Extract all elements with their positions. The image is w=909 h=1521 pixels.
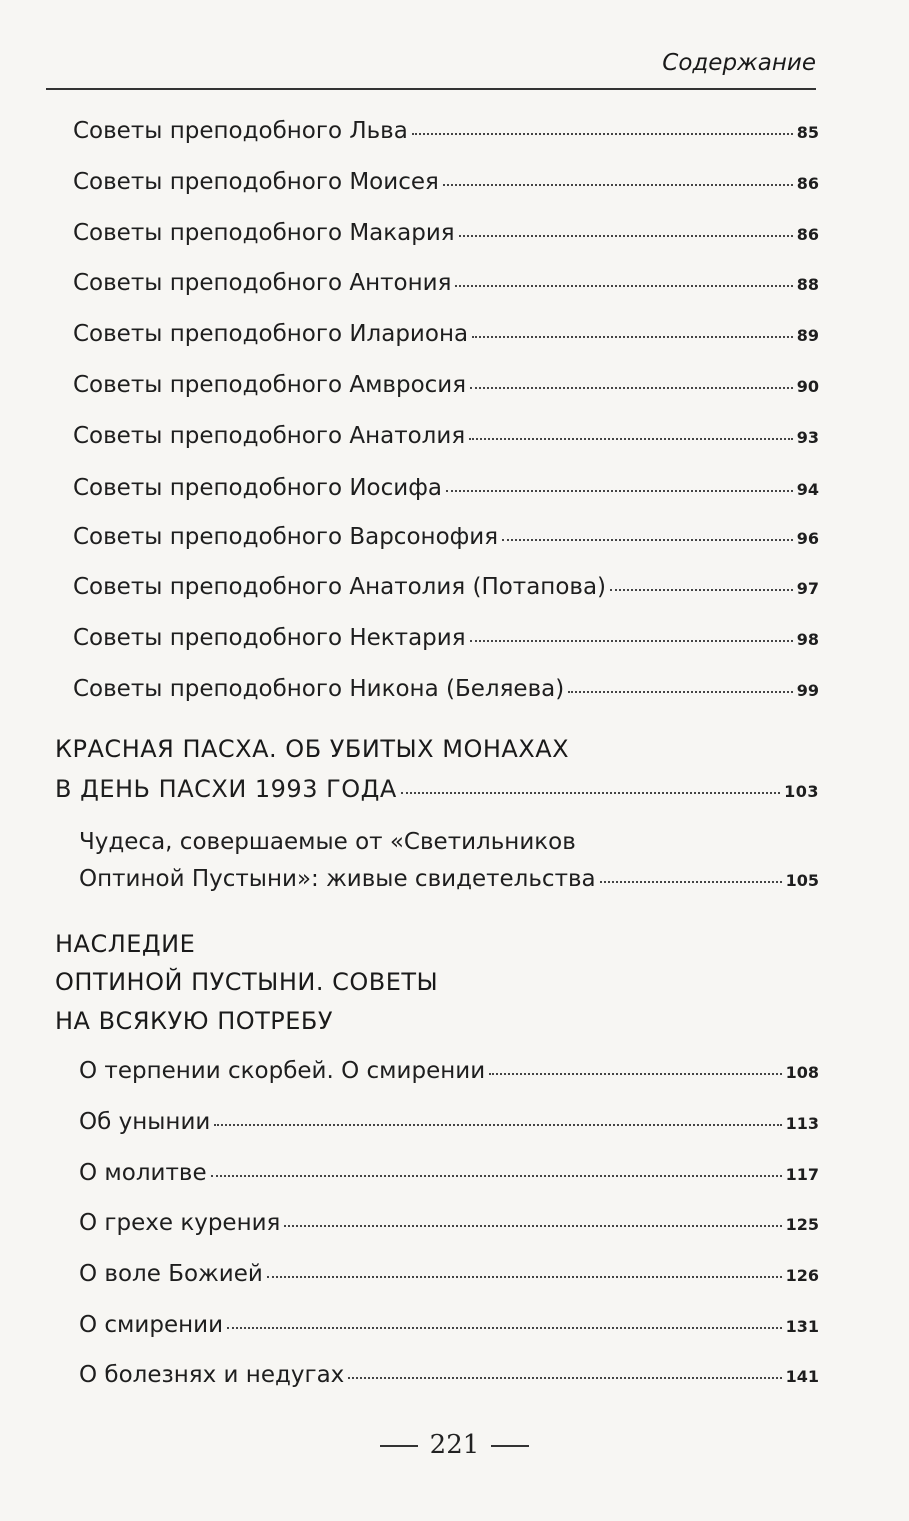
toc-entry: [79, 1261, 819, 1287]
toc-entry-page: 93: [796, 428, 819, 447]
section-heading: НАСЛЕДИЕ: [55, 930, 196, 958]
toc-entry-label: О болезнях и недугах: [79, 1362, 345, 1388]
dot-leader: [600, 881, 782, 883]
toc-entry-label: Советы преподобного Анатолия: [73, 423, 466, 449]
toc-entry-page: 96: [796, 529, 819, 548]
toc-entry-page: 126: [785, 1266, 819, 1285]
toc-entry: [73, 220, 819, 246]
toc-entry: [73, 321, 819, 347]
page-number: 221: [429, 1430, 480, 1460]
dot-leader: [211, 1175, 782, 1177]
dot-leader: [455, 285, 792, 287]
toc-entry-page: 97: [796, 579, 819, 598]
toc-entry: [79, 1109, 819, 1135]
header-rule: [46, 88, 816, 90]
toc-entry-page: 88: [796, 275, 819, 294]
toc-entry-label: Об унынии: [79, 1109, 211, 1135]
toc-entry-label: Советы преподобного Варсонофия: [73, 524, 499, 550]
running-header-title: Содержание: [662, 50, 816, 76]
toc-entry-label: Оптиной Пустыни»: живые свидетельства: [79, 866, 596, 892]
toc-entry: [79, 866, 819, 892]
section-heading: В ДЕНЬ ПАСХИ 1993 ГОДА: [55, 775, 397, 803]
toc-entry-page: 90: [796, 377, 819, 396]
toc-entry: [73, 169, 819, 195]
dot-leader: [348, 1377, 781, 1379]
toc-entry: [79, 1312, 819, 1338]
toc-entry: [73, 475, 819, 501]
dot-leader: [267, 1276, 782, 1278]
dot-leader: [284, 1225, 781, 1227]
dot-leader: [489, 1073, 781, 1075]
toc-entry-label: Советы преподобного Антония: [73, 270, 452, 296]
dot-leader: [469, 438, 793, 440]
toc-entry-page: 86: [796, 174, 819, 193]
toc-entry-label: О смирении: [79, 1312, 224, 1338]
toc-entry-page: 103: [784, 782, 819, 801]
dot-leader: [470, 640, 793, 642]
toc-entry: [79, 1058, 819, 1084]
toc-entry-label: Советы преподобного Никона (Беляева): [73, 676, 565, 702]
section-heading: ОПТИНОЙ ПУСТЫНИ. СОВЕТЫ: [55, 968, 439, 996]
section-heading: КРАСНАЯ ПАСХА. ОБ УБИТЫХ МОНАХАХ: [55, 735, 570, 763]
toc-entry: [55, 776, 819, 804]
toc-entry-label: Советы преподобного Анатолия (Потапова): [73, 574, 607, 600]
toc-entry-page: 141: [785, 1367, 819, 1386]
dot-leader: [568, 691, 793, 693]
toc-entry-label: Советы преподобного Амвросия: [73, 372, 467, 398]
toc-entry-page: 131: [785, 1317, 819, 1336]
toc-entry: [73, 372, 819, 398]
toc-entry-label: О воле Божией: [79, 1261, 263, 1287]
page-number-footer: [0, 1430, 909, 1460]
toc-entry: [79, 1362, 819, 1388]
toc-entry-page: 117: [785, 1165, 819, 1184]
dot-leader: [459, 235, 793, 237]
toc-entry-page: 125: [785, 1215, 819, 1234]
toc-entry-page: 94: [796, 480, 819, 499]
toc-entry: [73, 423, 819, 449]
toc-entry-page: 85: [796, 123, 819, 142]
toc-entry: [73, 676, 819, 702]
dot-leader: [412, 133, 793, 135]
toc-entry-page: 98: [796, 630, 819, 649]
toc-entry: [73, 625, 819, 651]
toc-entry: [73, 270, 819, 296]
footer-dash: [491, 1445, 529, 1447]
toc-entry-page: 89: [796, 326, 819, 345]
toc-entry: [73, 574, 819, 600]
footer-dash: [380, 1445, 418, 1447]
toc-entry-label: Советы преподобного Илариона: [73, 321, 469, 347]
toc-entry-page: 105: [785, 871, 819, 890]
toc-entry-label: Советы преподобного Моисея: [73, 169, 439, 195]
dot-leader: [446, 490, 793, 492]
dot-leader: [610, 589, 793, 591]
toc-entry-page: 108: [785, 1063, 819, 1082]
toc-entry: [73, 524, 819, 550]
toc-entry: [79, 1210, 819, 1236]
dot-leader: [227, 1327, 782, 1329]
dot-leader: [214, 1124, 781, 1126]
toc-entry-page: 113: [785, 1114, 819, 1133]
section-heading: НА ВСЯКУЮ ПОТРЕБУ: [55, 1007, 334, 1035]
toc-entry-label: Советы преподобного Нектария: [73, 625, 466, 651]
toc-entry: [79, 1160, 819, 1186]
toc-entry-label: Чудеса, совершаемые от «Светильников: [79, 829, 576, 855]
toc-entry-page: 86: [796, 225, 819, 244]
toc-entry-label: О молитве: [79, 1160, 207, 1186]
dot-leader: [472, 336, 793, 338]
toc-entry-label: Советы преподобного Макария: [73, 220, 455, 246]
toc-entry-label: Советы преподобного Иосифа: [73, 475, 442, 501]
toc-entry-page: 99: [796, 681, 819, 700]
dot-leader: [502, 539, 793, 541]
dot-leader: [470, 387, 793, 389]
dot-leader: [401, 792, 780, 794]
toc-entry: [73, 118, 819, 144]
toc-entry-label: О грехе курения: [79, 1210, 281, 1236]
toc-entry-label: О терпении скорбей. О смирении: [79, 1058, 486, 1084]
toc-entry-label: Советы преподобного Льва: [73, 118, 408, 144]
dot-leader: [443, 184, 793, 186]
